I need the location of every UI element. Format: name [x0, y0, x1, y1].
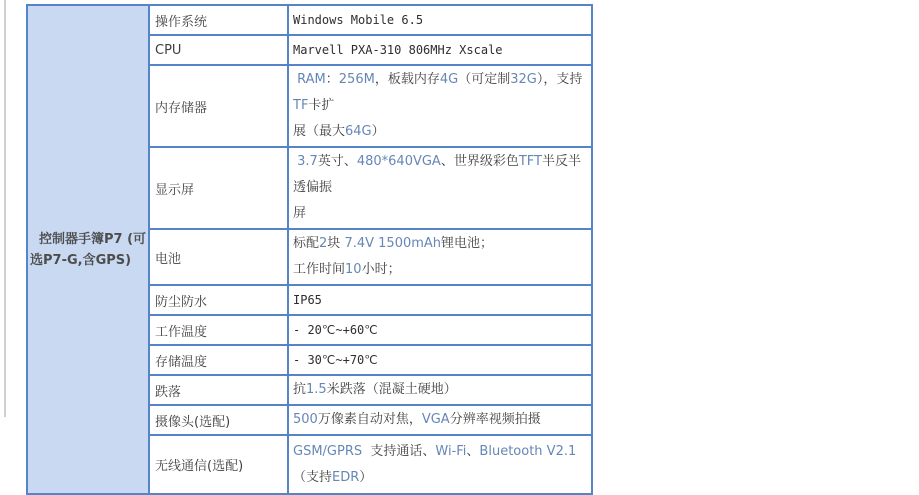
spec-value	[288, 65, 592, 147]
device-name-cell	[27, 5, 149, 494]
spec-value	[288, 315, 592, 345]
device-name-line: 控制器手簿P7 (可	[39, 231, 147, 247]
spec-table-body	[27, 5, 592, 494]
latin-text: 1500mAh	[378, 236, 442, 251]
spec-value-line: 500万像素自动对焦，VGA分辨率视频拍摄	[293, 412, 541, 427]
spec-label: 内存储器	[149, 65, 288, 147]
spec-table	[26, 4, 593, 495]
spec-value-line: Marvell PXA-310 806MHz Xscale	[293, 43, 503, 57]
spec-value-line: 展（最大64G）	[293, 124, 385, 139]
latin-text: TF	[293, 98, 309, 113]
spec-value	[288, 35, 592, 65]
latin-text: GSM/GPRS	[293, 443, 363, 459]
spec-value-line: 抗1.5米跌落（混凝土硬地）	[293, 382, 457, 397]
spec-value-line: GSM/GPRS 支持通话、Wi-Fi、Bluetooth V2.1	[293, 443, 577, 459]
spec-value-line: 工作时间10小时；	[293, 262, 401, 277]
latin-text: EDR	[332, 469, 360, 485]
latin-text: 64G	[345, 124, 372, 139]
spec-value	[288, 435, 592, 494]
latin-text: V2.1	[546, 443, 577, 459]
spec-value-line: RAM：256M，板载内存4G（可定制32G），支持TF卡扩	[293, 72, 583, 113]
spec-label: 跌落	[149, 375, 288, 405]
spec-value-line: （支持EDR）	[293, 469, 373, 485]
spec-value	[288, 229, 592, 285]
spec-value	[288, 375, 592, 405]
latin-text: Bluetooth	[479, 443, 543, 459]
spec-value-line: 屏	[293, 206, 307, 221]
spec-value	[288, 405, 592, 435]
latin-text: RAM	[297, 72, 326, 87]
latin-text: VGA	[421, 412, 450, 427]
device-name-line: 选P7-G,含GPS)	[30, 252, 132, 268]
spec-value	[288, 147, 592, 229]
latin-text: 2	[319, 236, 328, 251]
latin-text: 480*640VGA	[356, 154, 441, 169]
latin-text: 256M	[338, 72, 375, 87]
spec-value-line: Windows Mobile 6.5	[293, 13, 424, 27]
spec-value-line: IP65	[293, 293, 322, 307]
latin-text: 32G	[510, 72, 537, 87]
latin-text: TFT	[518, 154, 542, 169]
spec-value-line: 3.7英寸、480*640VGA、世界级彩色TFT半反半透偏振	[293, 154, 582, 195]
spec-value-line: 标配2块 7.4V 1500mAh锂电池；	[293, 236, 494, 251]
window-edge-line	[4, 0, 6, 417]
spec-value-line: - 30℃~+70℃	[293, 353, 378, 367]
spec-label: 显示屏	[149, 147, 288, 229]
latin-text: 500	[293, 412, 318, 427]
table-row	[27, 5, 592, 35]
spec-label: 无线通信(选配)	[149, 435, 288, 494]
spec-label: 操作系统	[149, 5, 288, 35]
spec-label: 存储温度	[149, 345, 288, 375]
spec-value	[288, 5, 592, 35]
spec-label: CPU	[149, 35, 288, 65]
latin-text: 4G	[439, 72, 459, 87]
spec-label: 工作温度	[149, 315, 288, 345]
latin-text: 1.5	[306, 382, 327, 397]
latin-text: 10	[345, 262, 362, 277]
spec-value	[288, 345, 592, 375]
spec-value	[288, 285, 592, 315]
spec-value-line: - 20℃~+60℃	[293, 323, 378, 337]
spec-label: 防尘防水	[149, 285, 288, 315]
latin-text: Wi-Fi	[435, 443, 467, 459]
latin-text: 3.7	[297, 154, 318, 169]
latin-text: 7.4V	[344, 236, 375, 251]
spec-label: 摄像头(选配)	[149, 405, 288, 435]
spec-label: 电池	[149, 229, 288, 285]
